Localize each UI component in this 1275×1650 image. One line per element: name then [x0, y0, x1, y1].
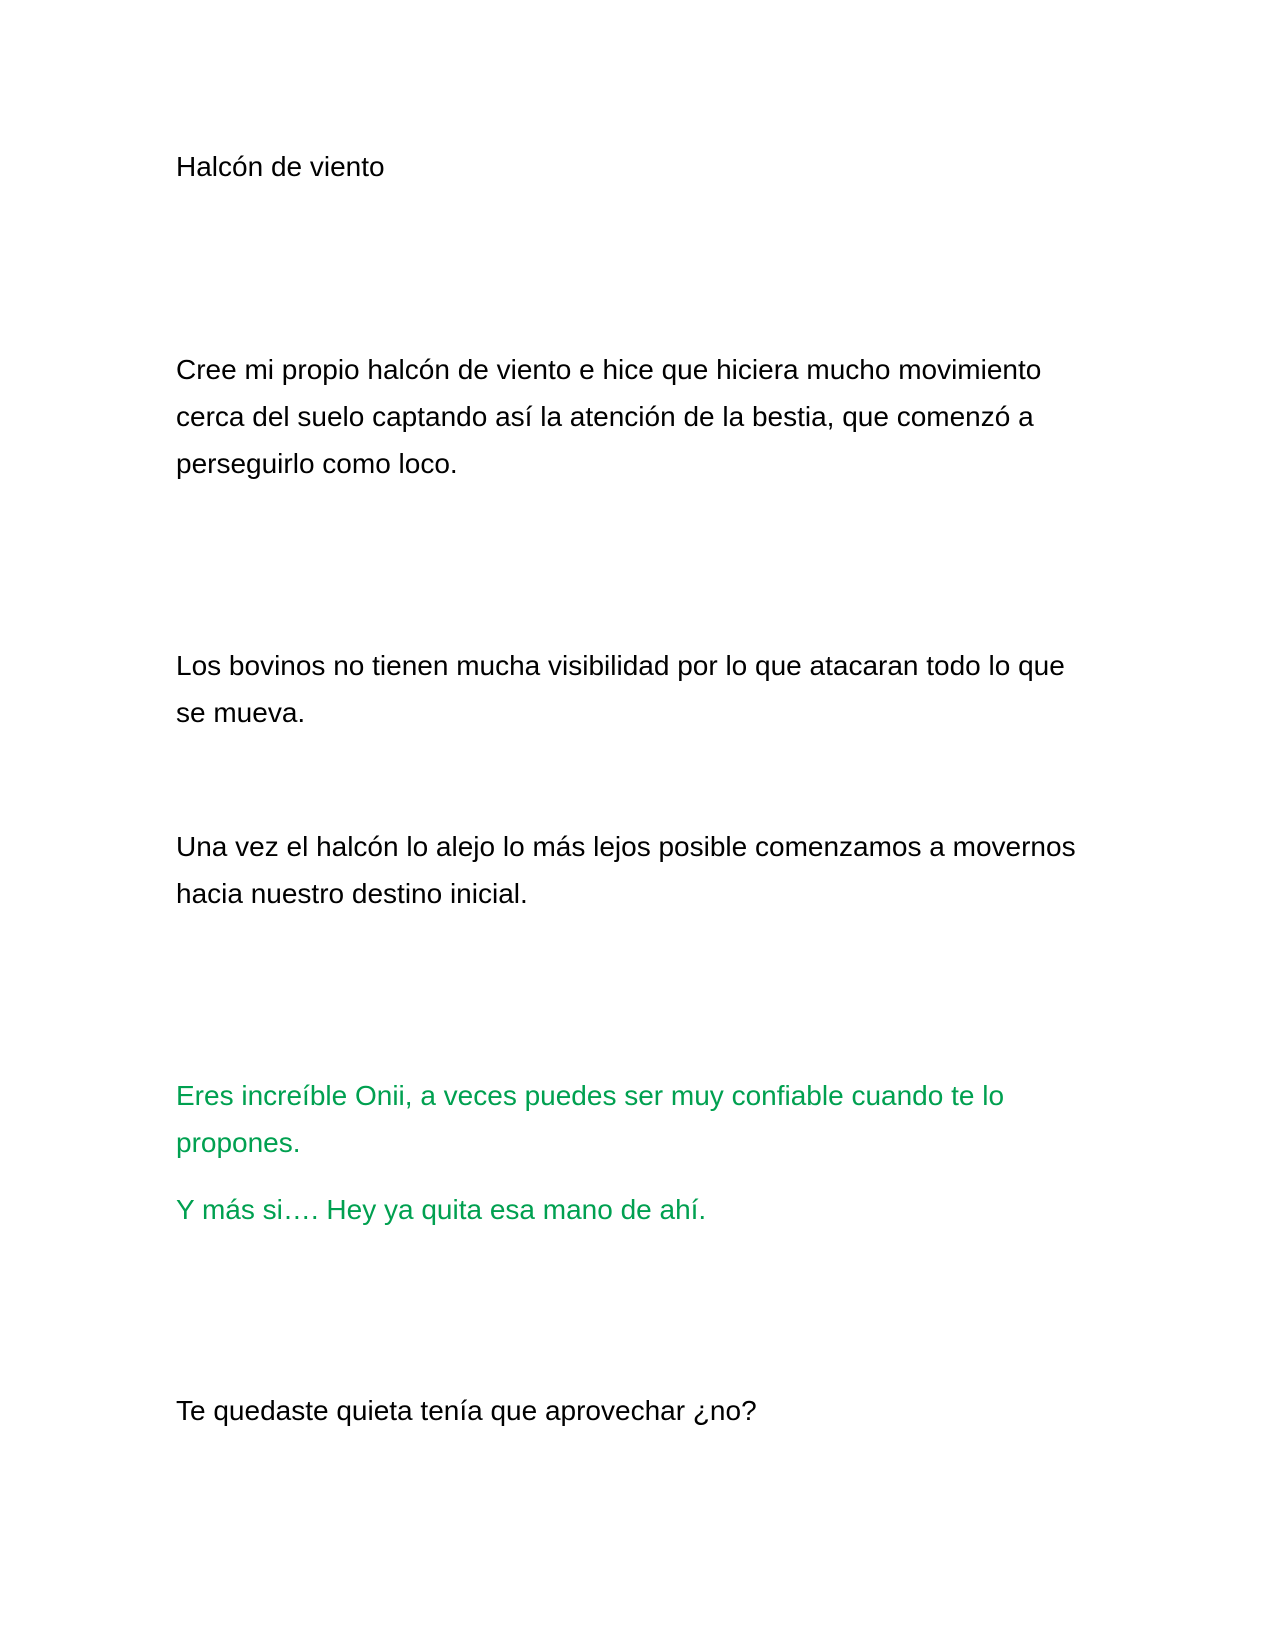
paragraph-text: Cree mi propio halcón de viento e hice que hiciera mucho movimiento cerca del suelo captando así la atención de la bestia, que comenzó a perseguirlo como loco. — [176, 354, 1042, 479]
dialogue-text: Eres increíble Onii, a veces puedes ser muy confiable cuando te lo propones. — [176, 1080, 1005, 1158]
paragraph-1 — [176, 346, 1096, 487]
paragraph-text: Una vez el halcón lo alejo lo más lejos posible comenzamos a movernos hacia nuestro destino inicial. — [176, 831, 1076, 909]
paragraph-2 — [176, 642, 1096, 736]
dialogue-paragraph-2 — [176, 1186, 1096, 1233]
dialogue-text: Y más si…. Hey ya quita esa mano de ahí. — [176, 1194, 707, 1225]
paragraph-4 — [176, 1387, 1096, 1434]
title-text: Halcón de viento — [176, 151, 385, 182]
paragraph-text: Te quedaste quieta tenía que aprovechar ¿no? — [176, 1395, 757, 1426]
paragraph-3 — [176, 823, 1096, 917]
paragraph-text: Los bovinos no tienen mucha visibilidad por lo que atacaran todo lo que se mueva. — [176, 650, 1065, 728]
dialogue-paragraph-1 — [176, 1072, 1096, 1166]
document-title — [176, 143, 1096, 190]
